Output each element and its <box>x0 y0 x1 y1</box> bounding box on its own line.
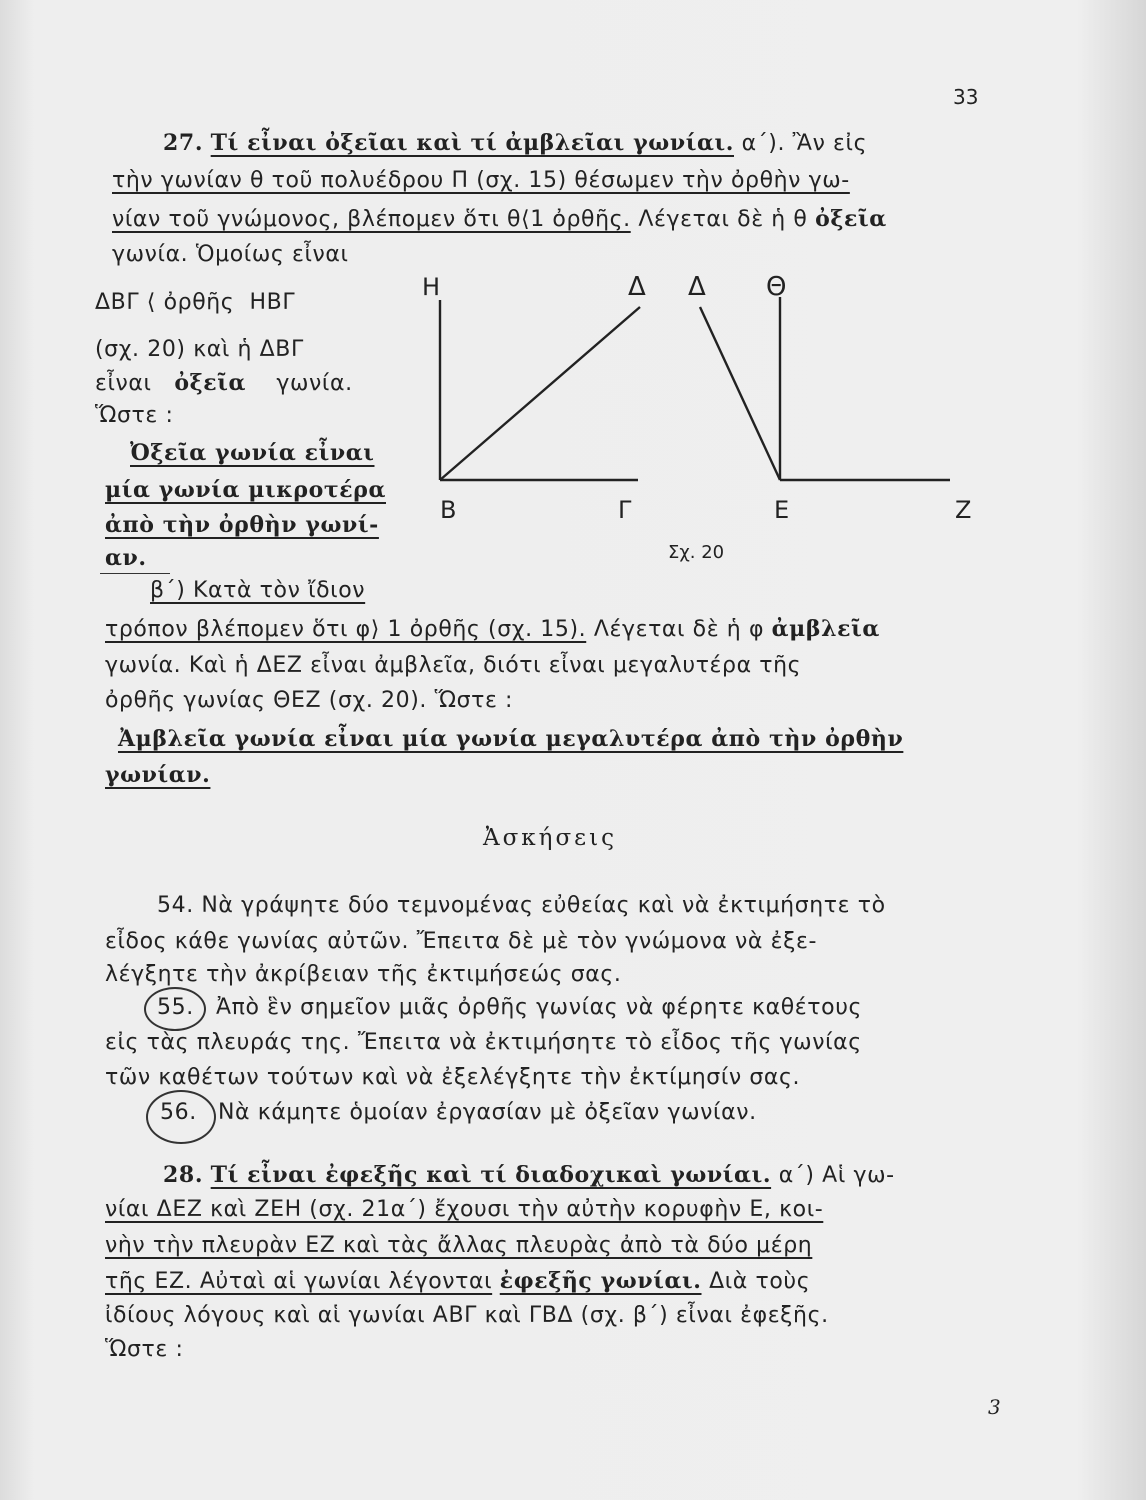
section-27-l1-rest: α΄). Ἂν εἰς <box>741 131 868 156</box>
signature-mark: 3 <box>988 1395 1001 1419</box>
section-27-line-5 <box>95 290 295 315</box>
section-28-l4a: τῆς ΕΖ. Αὐταὶ αἱ γωνίαι λέγονται <box>105 1269 493 1294</box>
section-27-title: Τί εἶναι ὀξεῖαι καὶ τί ἀμβλεῖαι γωνίαι. <box>210 130 734 156</box>
exercise-56-number: 56. <box>160 1100 197 1125</box>
section-28-line-5: ἰδίους λόγους καὶ αἱ γωνίαι ΑΒΓ καὶ ΓΒΔ (σχ. β΄) εἶναι ἐφεξῆς. <box>105 1303 829 1328</box>
section-27-line-2: τὴν γωνίαν θ τοῦ πολυέδρου Π (σχ. 15) θέσωμεν τὴν ὀρθὴν γω- <box>112 168 850 193</box>
exercise-54-line-3: λέγξητε τὴν ἀκρίβειαν τῆς ἐκτιμήσεώς σας. <box>105 962 622 987</box>
acute-definition-4: αν. <box>105 545 147 571</box>
exercise-55-line-2: εἰς τὰς πλευράς της. Ἔπειτα νὰ ἐκτιμήσητε τὸ εἶδος τῆς γωνίας <box>105 1030 862 1055</box>
section-28-l1-rest: α΄) Αἱ γω- <box>778 1163 895 1188</box>
section-27-line-8: Ὥστε : <box>95 403 174 428</box>
label-Z: Ζ <box>955 496 972 524</box>
section-27-line-3 <box>112 206 887 232</box>
figure-20 <box>400 265 1000 565</box>
section-27-l5b: ΗΒΓ <box>249 290 296 315</box>
exercise-55-number: 55. <box>157 995 194 1020</box>
section-27-l7b: ὀξεῖα <box>174 370 247 396</box>
section-27-line-4: γωνία. Ὁμοίως εἶναι <box>112 242 349 267</box>
exercise-55-line-1: Ἀπὸ ἓν σημεῖον μιᾶς ὀρθῆς γωνίας νὰ φέρητε καθέτους <box>216 995 863 1020</box>
acute-definition-1: Ὀξεῖα γωνία εἶναι <box>130 440 375 466</box>
section-28-l4c: Διὰ τοὺς <box>709 1269 811 1294</box>
line-BD <box>440 307 640 480</box>
label-Theta: Θ <box>766 272 787 302</box>
section-28-line-1 <box>163 1162 895 1188</box>
label-D2: Δ <box>688 272 706 302</box>
section-27-b2a: τρόπον βλέπομεν ὅτι φ⟩ 1 ὀρθῆς (σχ. 15). <box>105 617 587 642</box>
section-27-b2b: Λέγεται δὲ ἡ φ <box>593 617 765 642</box>
exercises-heading: Ἀσκήσεις <box>483 825 617 851</box>
section-27-l7c: γωνία. <box>276 371 353 396</box>
section-27-l3a: νίαν τοῦ γνώμονος, βλέπομεν ὅτι θ⟨1 ὀρθῆς. <box>112 207 631 232</box>
section-27-b1: β΄) Κατὰ τὸν ἴδιον <box>150 578 366 603</box>
section-27-l5a: ΔΒΓ ⟨ ὀρθῆς <box>95 290 235 315</box>
label-E: Ε <box>774 496 790 524</box>
exercise-55-line-3: τῶν καθέτων τούτων καὶ νὰ ἐξελέγξητε τὴν ἐκτίμησίν σας. <box>105 1065 801 1090</box>
section-28-number: 28. <box>163 1162 204 1188</box>
section-28-line-4 <box>105 1268 810 1294</box>
section-28-line-2: νίαι ΔΕΖ καὶ ΖΕΗ (σχ. 21α΄) ἔχουσι τὴν αὐτὴν κορυφὴν Ε, κοι- <box>105 1197 824 1222</box>
section-28-line-3: νὴν τὴν πλευρὰν ΕΖ καὶ τὰς ἄλλας πλευρὰς ἀπὸ τὰ δύο μέρη <box>105 1233 813 1258</box>
page-number: 33 <box>953 85 979 109</box>
section-28-title: Τί εἶναι ἐφεξῆς καὶ τί διαδοχικαὶ γωνίαι. <box>210 1162 772 1188</box>
section-28-line-6: Ὥστε : <box>105 1337 184 1362</box>
acute-definition-3: ἀπὸ τὴν ὀρθὴν γωνί- <box>105 512 379 538</box>
obtuse-definition-2: γωνίαν. <box>105 762 211 788</box>
exercise-54-line-1: 54. Νὰ γράψητε δύο τεμνομένας εὐθείας καὶ νὰ ἐκτιμήσητε τὸ <box>157 893 886 918</box>
figure-caption: Σχ. 20 <box>668 542 725 563</box>
obtuse-definition-1: Ἀμβλεῖα γωνία εἶναι μία γωνία μεγαλυτέρα ἀπὸ τὴν ὀρθὴν <box>118 726 904 752</box>
section-27-b3: γωνία. Καὶ ἡ ΔΕΖ εἶναι ἀμβλεῖα, διότι εἶναι μεγαλυτέρα τῆς <box>105 653 802 678</box>
section-27-b2 <box>105 616 880 642</box>
label-G: Γ <box>618 496 632 524</box>
section-27-line-1 <box>163 130 867 156</box>
section-27-number: 27. <box>163 130 204 156</box>
line-ED <box>700 307 780 480</box>
label-B: Β <box>440 496 457 524</box>
acute-definition-2: μία γωνία μικροτέρα <box>105 477 386 503</box>
section-27-line-7 <box>95 370 353 396</box>
label-D1: Δ <box>628 272 646 302</box>
section-27-l3c: ὀξεῖα <box>815 206 887 232</box>
exercise-56-text: Νὰ κάμητε ὁμοίαν ἐργασίαν μὲ ὀξεῖαν γωνίαν. <box>218 1100 757 1125</box>
exercise-54-line-2: εἶδος κάθε γωνίας αὐτῶν. Ἔπειτα δὲ μὲ τὸν γνώμονα νὰ ἐξε- <box>105 929 817 954</box>
section-27-line-6: (σχ. 20) καὶ ἡ ΔΒΓ <box>95 337 304 362</box>
section-27-b2c: ἀμβλεῖα <box>771 616 880 642</box>
section-27-b4: ὀρθῆς γωνίας ΘΕΖ (σχ. 20). Ὥστε : <box>105 688 514 713</box>
section-28-l4b: ἐφεξῆς γωνίαι. <box>499 1268 702 1294</box>
underline-rule <box>100 573 170 574</box>
section-27-l7a: εἶναι <box>95 371 152 396</box>
section-27-l3b: Λέγεται δὲ ἡ θ <box>638 207 808 232</box>
label-H: Η <box>422 273 441 301</box>
